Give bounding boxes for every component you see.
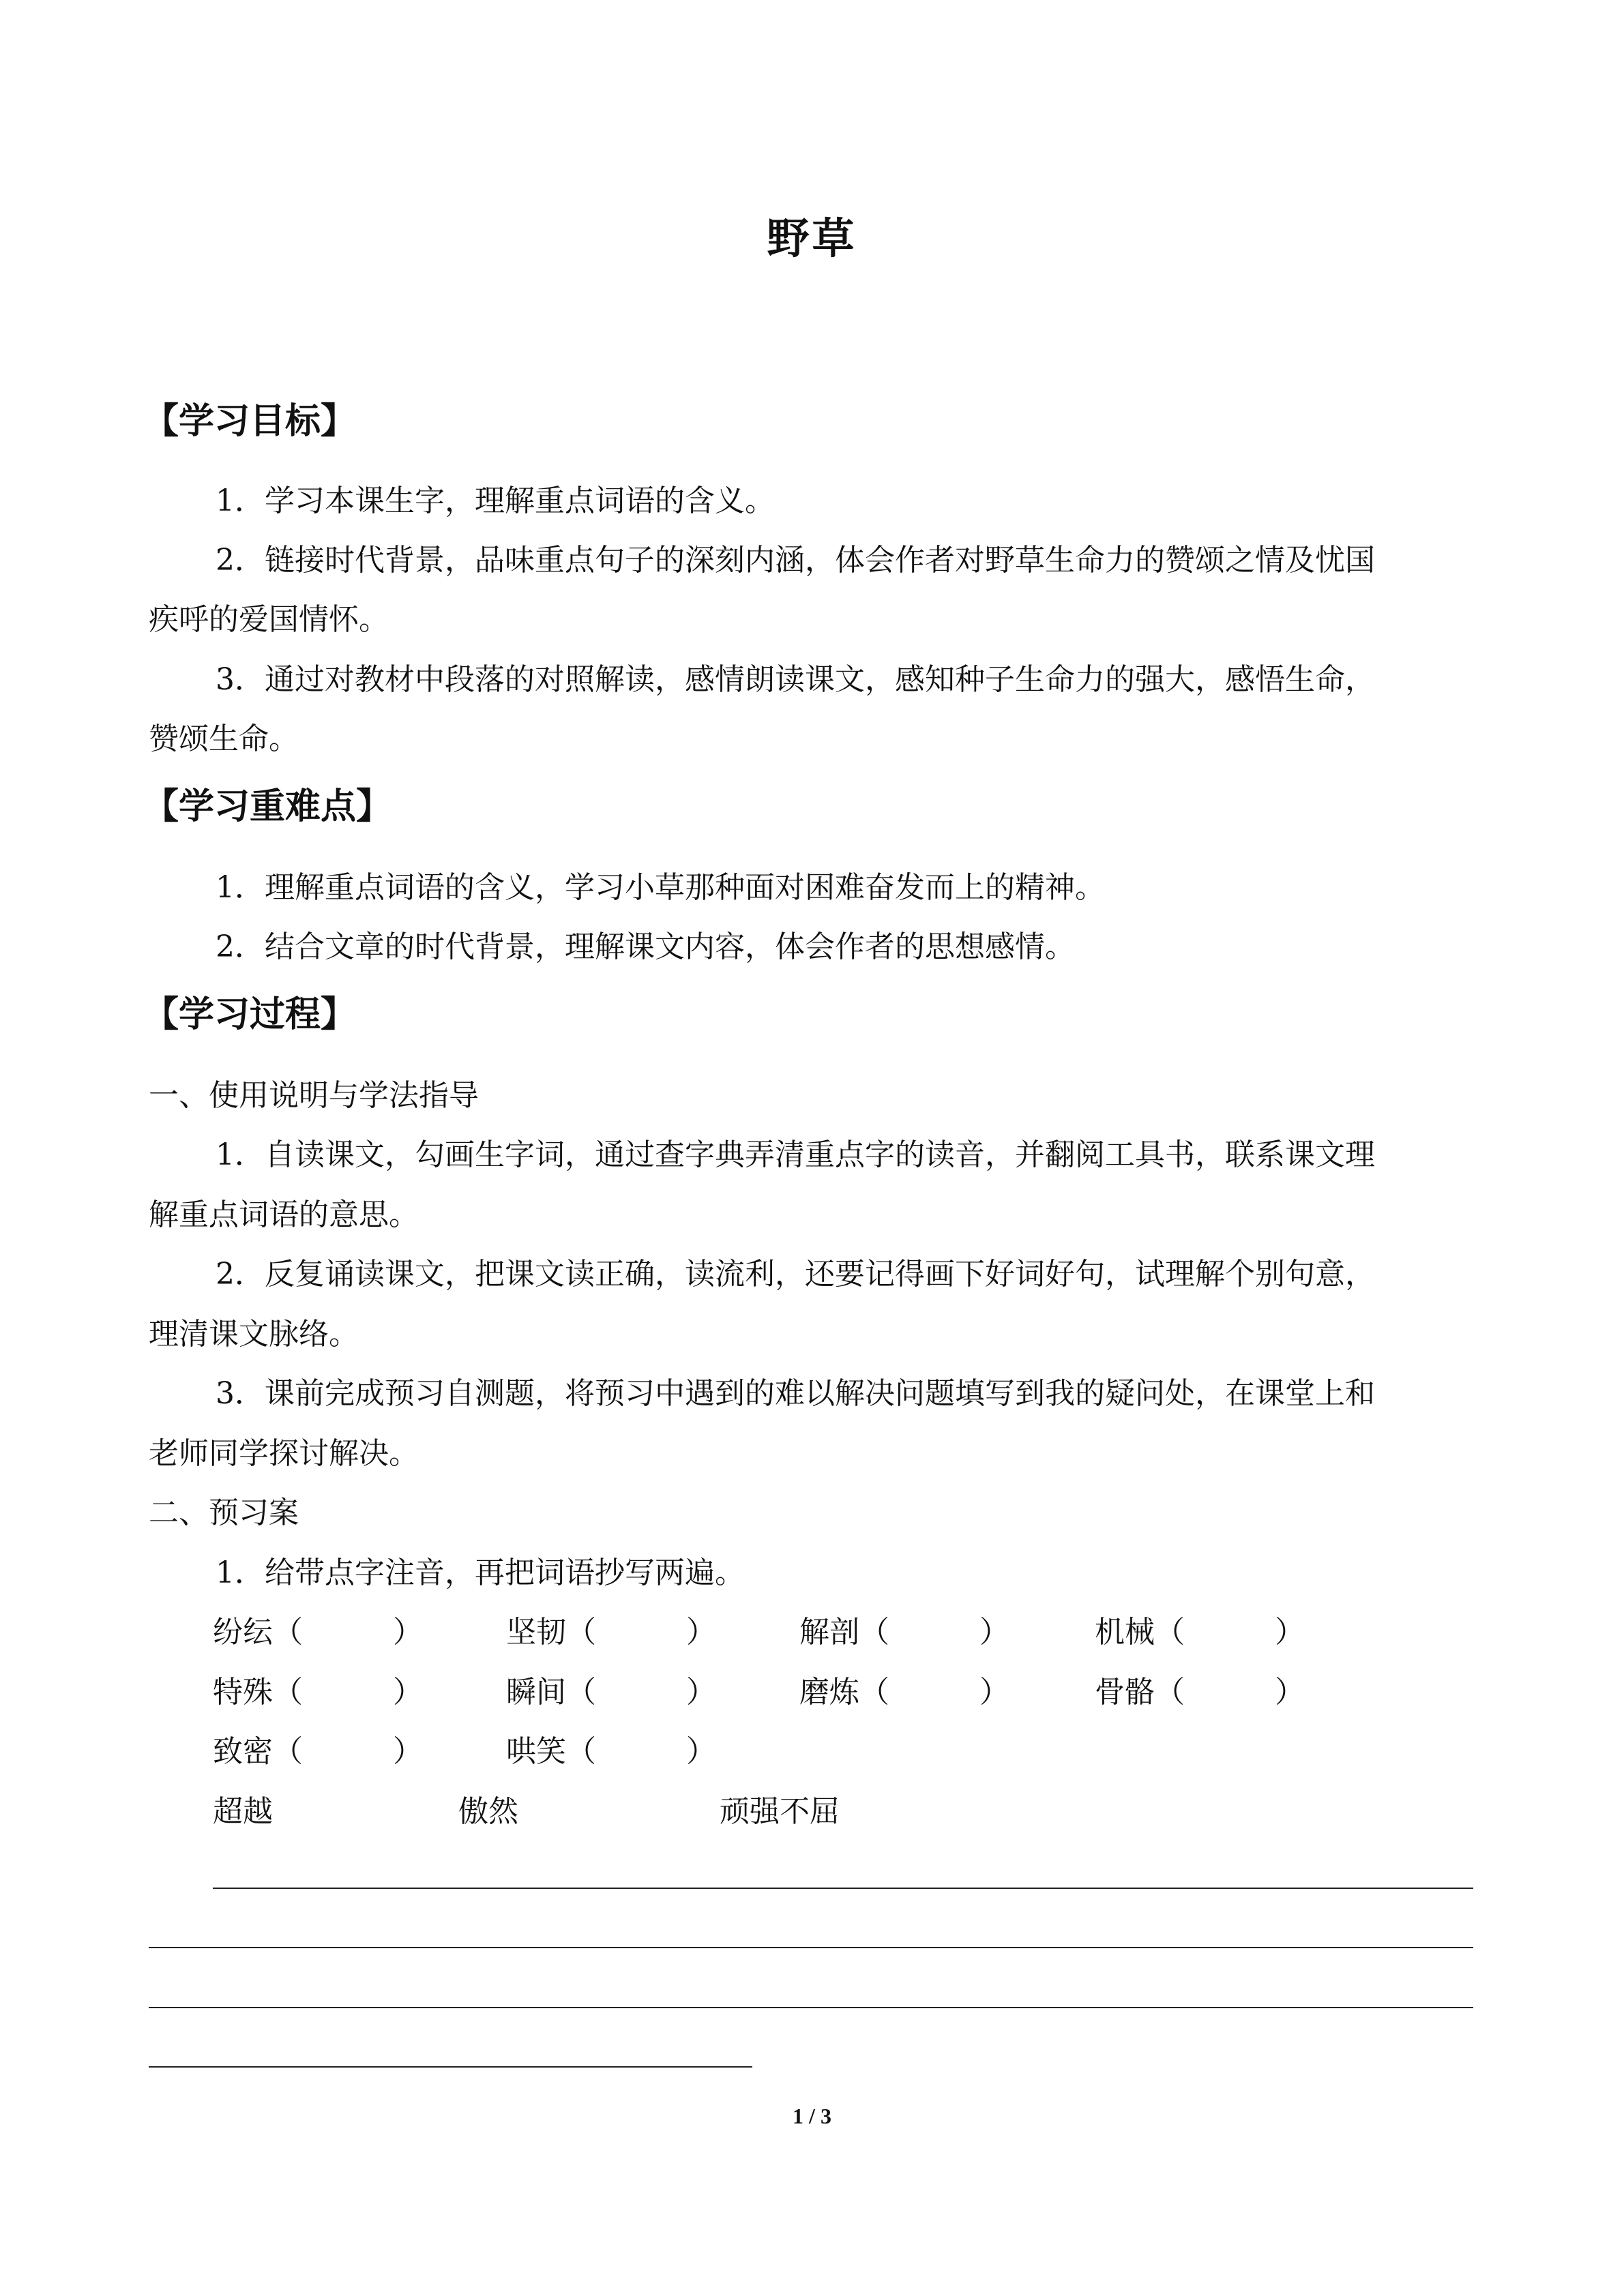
vocab-item: 哄笑（ ） — [506, 1734, 716, 1769]
part-title: 一、使用说明与学法指导 — [149, 1078, 479, 1113]
page-number: 1 / 3 — [793, 2104, 831, 2128]
instruction-line: 老师同学探讨解决。 — [149, 1436, 419, 1471]
instruction-line: 3．课前完成预习自测题，将预习中遇到的难以解决问题填写到我的疑问处，在课堂上和 — [216, 1376, 1375, 1411]
goal-line: 赞颂生命。 — [149, 721, 299, 756]
answer-line[interactable] — [149, 2066, 752, 2068]
exercise-prompt: 1．给带点字注音，再把词语抄写两遍。 — [216, 1555, 745, 1590]
answer-line[interactable] — [213, 1888, 1473, 1889]
vocab-item: 瞬间（ ） — [506, 1675, 716, 1710]
section-heading-key-points: 【学习重难点】 — [143, 786, 392, 827]
copy-word: 超越 — [213, 1794, 273, 1829]
instruction-line: 1．自读课文，勾画生字词，通过查字典弄清重点字的读音，并翻阅工具书，联系课文理 — [216, 1137, 1375, 1172]
vocab-item: 机械（ ） — [1095, 1615, 1305, 1650]
copy-word: 傲然 — [458, 1794, 518, 1829]
goal-line: 1．学习本课生字，理解重点词语的含义。 — [216, 483, 775, 518]
key-point-line: 1．理解重点词语的含义，学习小草那种面对困难奋发而上的精神。 — [216, 870, 1105, 905]
vocab-item: 磨炼（ ） — [799, 1675, 1009, 1710]
instruction-line: 理清课文脉络。 — [149, 1317, 359, 1352]
answer-line[interactable] — [149, 2007, 1473, 2008]
goal-line: 2．链接时代背景，品味重点句子的深刻内涵，体会作者对野草生命力的赞颂之情及忧国 — [216, 543, 1375, 578]
copy-word: 顽强不屈 — [720, 1794, 840, 1829]
key-point-line: 2．结合文章的时代背景，理解课文内容，体会作者的思想感情。 — [216, 929, 1075, 964]
vocab-item: 纷纭（ ） — [213, 1615, 423, 1650]
vocab-item: 坚韧（ ） — [506, 1615, 716, 1650]
answer-line[interactable] — [149, 1947, 1473, 1948]
instruction-line: 2．反复诵读课文，把课文读正确，读流利，还要记得画下好词好句，试理解个别句意， — [216, 1257, 1375, 1292]
vocab-item: 骨骼（ ） — [1095, 1675, 1305, 1710]
page-title: 野草 — [767, 213, 857, 263]
instruction-line: 解重点词语的意思。 — [149, 1197, 419, 1232]
vocab-item: 解剖（ ） — [799, 1615, 1009, 1650]
vocab-item: 致密（ ） — [213, 1734, 423, 1769]
part-title: 二、预习案 — [149, 1495, 299, 1530]
goal-line: 3．通过对教材中段落的对照解读，感情朗读课文，感知种子生命力的强大，感悟生命， — [216, 662, 1375, 697]
vocab-item: 特殊（ ） — [213, 1675, 423, 1710]
section-heading-process: 【学习过程】 — [143, 994, 357, 1035]
section-heading-goals: 【学习目标】 — [143, 401, 357, 442]
goal-line: 疾呼的爱国情怀。 — [149, 602, 389, 637]
